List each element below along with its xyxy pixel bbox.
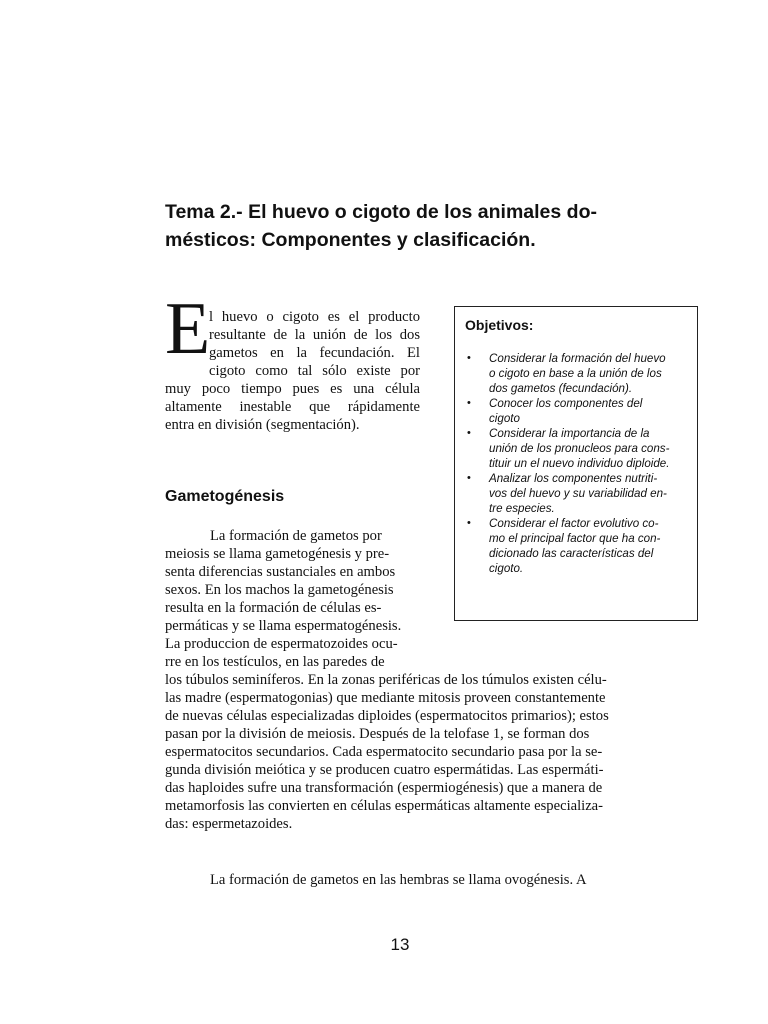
objective-line: tre especies.	[489, 502, 555, 515]
objective-line: mo el principal factor que ha con-	[489, 532, 661, 545]
objective-line: Considerar el factor evolutivo co-	[489, 517, 659, 530]
body-line: espermatocitos secundarios. Cada espermatocito secundario pasa por la se-	[165, 744, 603, 760]
body-line: permáticas y se llama espermatogénesis.	[165, 618, 402, 634]
intro-line: gametos en la fecundación. El	[209, 345, 420, 361]
page-title	[165, 198, 645, 254]
bullet-icon: •	[467, 472, 471, 484]
bullet-icon: •	[467, 352, 471, 364]
objective-line: vos del huevo y su variabilidad en-	[489, 487, 667, 500]
body-paragraph	[165, 527, 635, 833]
intro-line: resultante de la unión de los dos	[209, 327, 420, 343]
objectives-title: Objetivos:	[465, 317, 534, 333]
intro-line: l huevo o cigoto es el producto	[209, 309, 420, 325]
objective-line: o cigoto en base a la unión de los	[489, 367, 662, 380]
body-line: de nuevas células especializadas diploides (espermatocitos primarios); estos	[165, 708, 609, 724]
objective-line: tituir un el nuevo individuo diploide.	[489, 457, 670, 470]
body-line: das: espermetazoides.	[165, 816, 293, 832]
body-line: senta diferencias sustanciales en ambos	[165, 564, 396, 580]
drop-cap: E	[165, 288, 211, 370]
objective-line: Conocer los componentes del	[489, 397, 643, 410]
objective-line: unión de los pronucleos para cons-	[489, 442, 670, 455]
body-line: pasan por la división de meiosis. Después de la telofase 1, se forman dos	[165, 726, 590, 742]
objective-line: dos gametos (fecundación).	[489, 382, 633, 395]
body-line: La produccion de espermatozoides ocu-	[165, 636, 398, 652]
body-line: los túbulos seminíferos. En la zonas periféricas de los túmulos existen célu-	[165, 672, 607, 688]
objective-line: cigoto	[489, 412, 520, 425]
intro-line: cigoto como tal sólo existe por	[209, 363, 420, 379]
body-line: gunda división meiótica y se producen cuatro espermátidas. Las espermáti-	[165, 762, 604, 778]
bullet-icon: •	[467, 427, 471, 439]
body-line: La formación de gametos por	[210, 528, 382, 544]
title-line: mésticos: Componentes y clasificación.	[165, 229, 536, 251]
objective-line: cigoto.	[489, 562, 524, 575]
body-line: La formación de gametos en las hembras se llama ovogénesis. A	[210, 872, 587, 888]
body-line: las madre (espermatogonias) que mediante mitosis proveen constantemente	[165, 690, 606, 706]
body-line: resulta en la formación de células es-	[165, 600, 382, 616]
objective-item	[463, 396, 669, 426]
objective-item	[463, 471, 669, 516]
intro-paragraph	[165, 308, 420, 434]
intro-line: altamente inestable que rápidamente	[165, 399, 420, 415]
objective-line: Analizar los componentes nutriti-	[489, 472, 658, 485]
bullet-icon: •	[467, 397, 471, 409]
body-line: das haploides sufre una transformación (espermiogénesis) que a manera de	[165, 780, 603, 796]
body-paragraph	[165, 871, 635, 889]
title-line: Tema 2.- El huevo o cigoto de los animales do-	[165, 201, 597, 223]
section-heading: Gametogénesis	[165, 488, 285, 505]
objective-line: Considerar la importancia de la	[489, 427, 650, 440]
intro-line: entra en división (segmentación).	[165, 417, 360, 433]
body-line: metamorfosis las convierten en células espermáticas altamente especializa-	[165, 798, 604, 814]
bullet-icon: •	[467, 517, 471, 529]
page-number: 13	[390, 935, 410, 954]
body-line: sexos. En los machos la gametogénesis	[165, 582, 394, 598]
body-line: rre en los testículos, en las paredes de	[165, 654, 385, 670]
objective-line: Considerar la formación del huevo	[489, 352, 666, 365]
objective-line: dicionado las características del	[489, 547, 654, 560]
body-line: meiosis se llama gametogénesis y pre-	[165, 546, 390, 562]
objective-item	[463, 426, 669, 471]
objective-item	[463, 351, 669, 396]
intro-line: muy poco tiempo pues es una célula	[165, 381, 420, 397]
